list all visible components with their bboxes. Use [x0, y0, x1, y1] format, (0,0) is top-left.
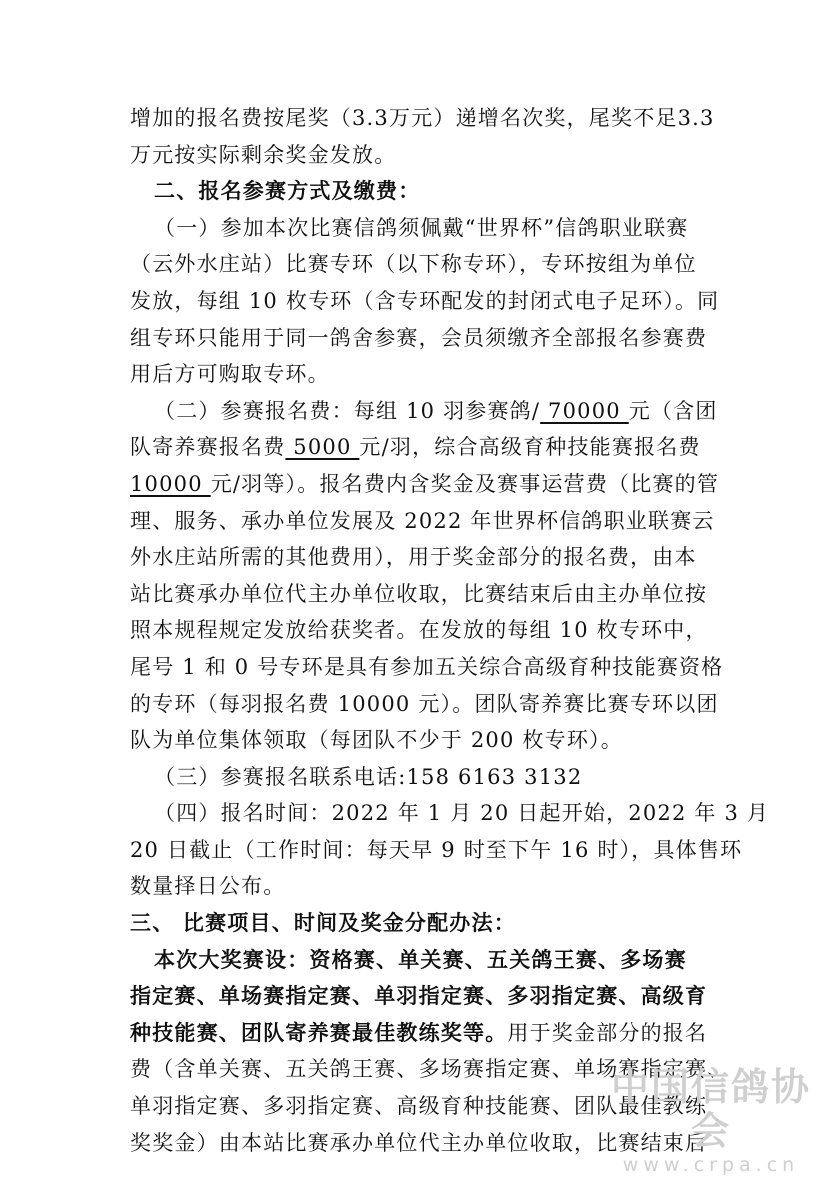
text-segment: 队为单位集体领取（每团队不少于 200 枚专环）。	[130, 728, 623, 753]
text-line	[130, 320, 715, 357]
text-segment: （云外水庄站）比赛专环（以下称专环），专环按组为单位	[130, 252, 697, 277]
text-line	[130, 759, 715, 796]
text-segment: （四）报名时间：2022 年 1 月 20 日起开始，2022 年 3 月	[154, 801, 770, 826]
text-line	[130, 173, 715, 210]
text-line	[130, 210, 715, 247]
text-segment: 元/羽，综合高级育种技能赛报名费	[359, 435, 701, 460]
text-segment: 外水庄站所需的其他费用），用于奖金部分的报名费，由本	[130, 545, 697, 570]
underlined-value: 70000	[540, 398, 629, 423]
text-line	[130, 356, 715, 393]
text-segment: 理、服务、承办单位发展及 2022 年世界杯信鸽职业联赛云	[130, 508, 715, 533]
watermark-text: 中国信鸽协会	[610, 1065, 811, 1153]
text-segment: （一）参加本次比赛信鸽须佩戴“世界杯”信鸽职业联赛	[154, 215, 689, 240]
text-line	[130, 832, 743, 869]
text-line	[130, 283, 720, 320]
text-segment: 费（含单关赛、五关鸽王赛、多场赛指定赛、单场赛指定赛、	[130, 1057, 730, 1082]
text-line	[130, 686, 719, 723]
text-segment: 组专环只能用于同一鸽舍参赛，会员须缴齐全部报名参赛费	[130, 325, 708, 350]
watermark-url: www.crpa.cn	[622, 1154, 800, 1176]
text-line	[130, 649, 724, 686]
text-line	[130, 978, 715, 1015]
text-segment: （三）参赛报名联系电话:158 6163 3132	[154, 764, 583, 789]
text-segment: 种技能赛、团队寄养赛最佳教练奖等。	[130, 1019, 508, 1045]
text-line	[130, 905, 715, 942]
text-line	[130, 466, 720, 503]
text-segment: 二、报名参赛方式及缴费：	[154, 178, 421, 204]
text-segment: 本次大奖赛设：资格赛、单关赛、五关鸽王赛、多场赛	[154, 946, 687, 972]
text-line	[130, 539, 715, 576]
text-segment: 站比赛承办单位代主办单位收取，比赛结束后由主办单位按	[130, 581, 708, 606]
text-line	[130, 503, 715, 540]
text-line	[130, 1015, 715, 1052]
underlined-value: 10000	[130, 471, 211, 496]
text-segment: 20 日截止（工作时间：每天早 9 时至下午 16 时），具体售环	[130, 837, 743, 862]
text-line	[130, 393, 718, 430]
text-line	[130, 868, 715, 905]
text-segment: 用后方可购取专环。	[130, 362, 330, 387]
document-body	[130, 100, 770, 1161]
text-segment: 万元按实际剩余奖金发放。	[130, 142, 397, 167]
underlined-value: 5000	[285, 435, 360, 460]
text-segment: 指定赛、单场赛指定赛、单羽指定赛、多羽指定赛、高级育	[130, 983, 708, 1009]
text-segment: 用于奖金部分的报名	[507, 1020, 708, 1045]
text-segment: 尾号 1 和 0 号专环是具有参加五关综合高级育种技能赛资格	[130, 654, 724, 679]
text-segment: 元（含团	[628, 398, 718, 423]
text-segment: 奖奖金）由本站比赛承办单位代主办单位收取，比赛结束后	[130, 1130, 708, 1155]
text-line	[130, 137, 715, 174]
text-segment: （二）参赛报名费：每组 10 羽参赛鸽/	[154, 398, 541, 423]
text-segment: 数量择日公布。	[130, 874, 286, 899]
text-line	[130, 429, 715, 466]
text-segment: 照本规程规定发放给获奖者。在发放的每组 10 枚专环中，	[130, 618, 708, 643]
text-line	[130, 246, 715, 283]
text-segment: 单羽指定赛、多羽指定赛、高级育种技能赛、团队最佳教练	[130, 1094, 708, 1119]
text-segment: 元/羽等）。报名费内含奖金及赛事运营费（比赛的管	[210, 471, 720, 496]
watermark-logo	[596, 1065, 826, 1177]
text-segment: 队寄养赛报名费	[130, 435, 286, 460]
text-segment: 发放，每组 10 枚专环（含专环配发的封闭式电子足环）。同	[130, 288, 720, 313]
text-line	[130, 576, 715, 613]
text-line	[130, 612, 715, 649]
text-segment: 的专环（每羽报名费 10000 元）。团队寄养赛比赛专环以团	[130, 691, 719, 716]
text-line	[130, 100, 715, 137]
text-line	[130, 942, 715, 979]
text-line	[130, 795, 770, 832]
text-segment: 增加的报名费按尾奖（3.3万元）递增名次奖，尾奖不足3.3	[130, 106, 715, 130]
text-line	[130, 722, 715, 759]
text-segment: 三、 比赛项目、时间及奖金分配办法：	[130, 910, 516, 936]
